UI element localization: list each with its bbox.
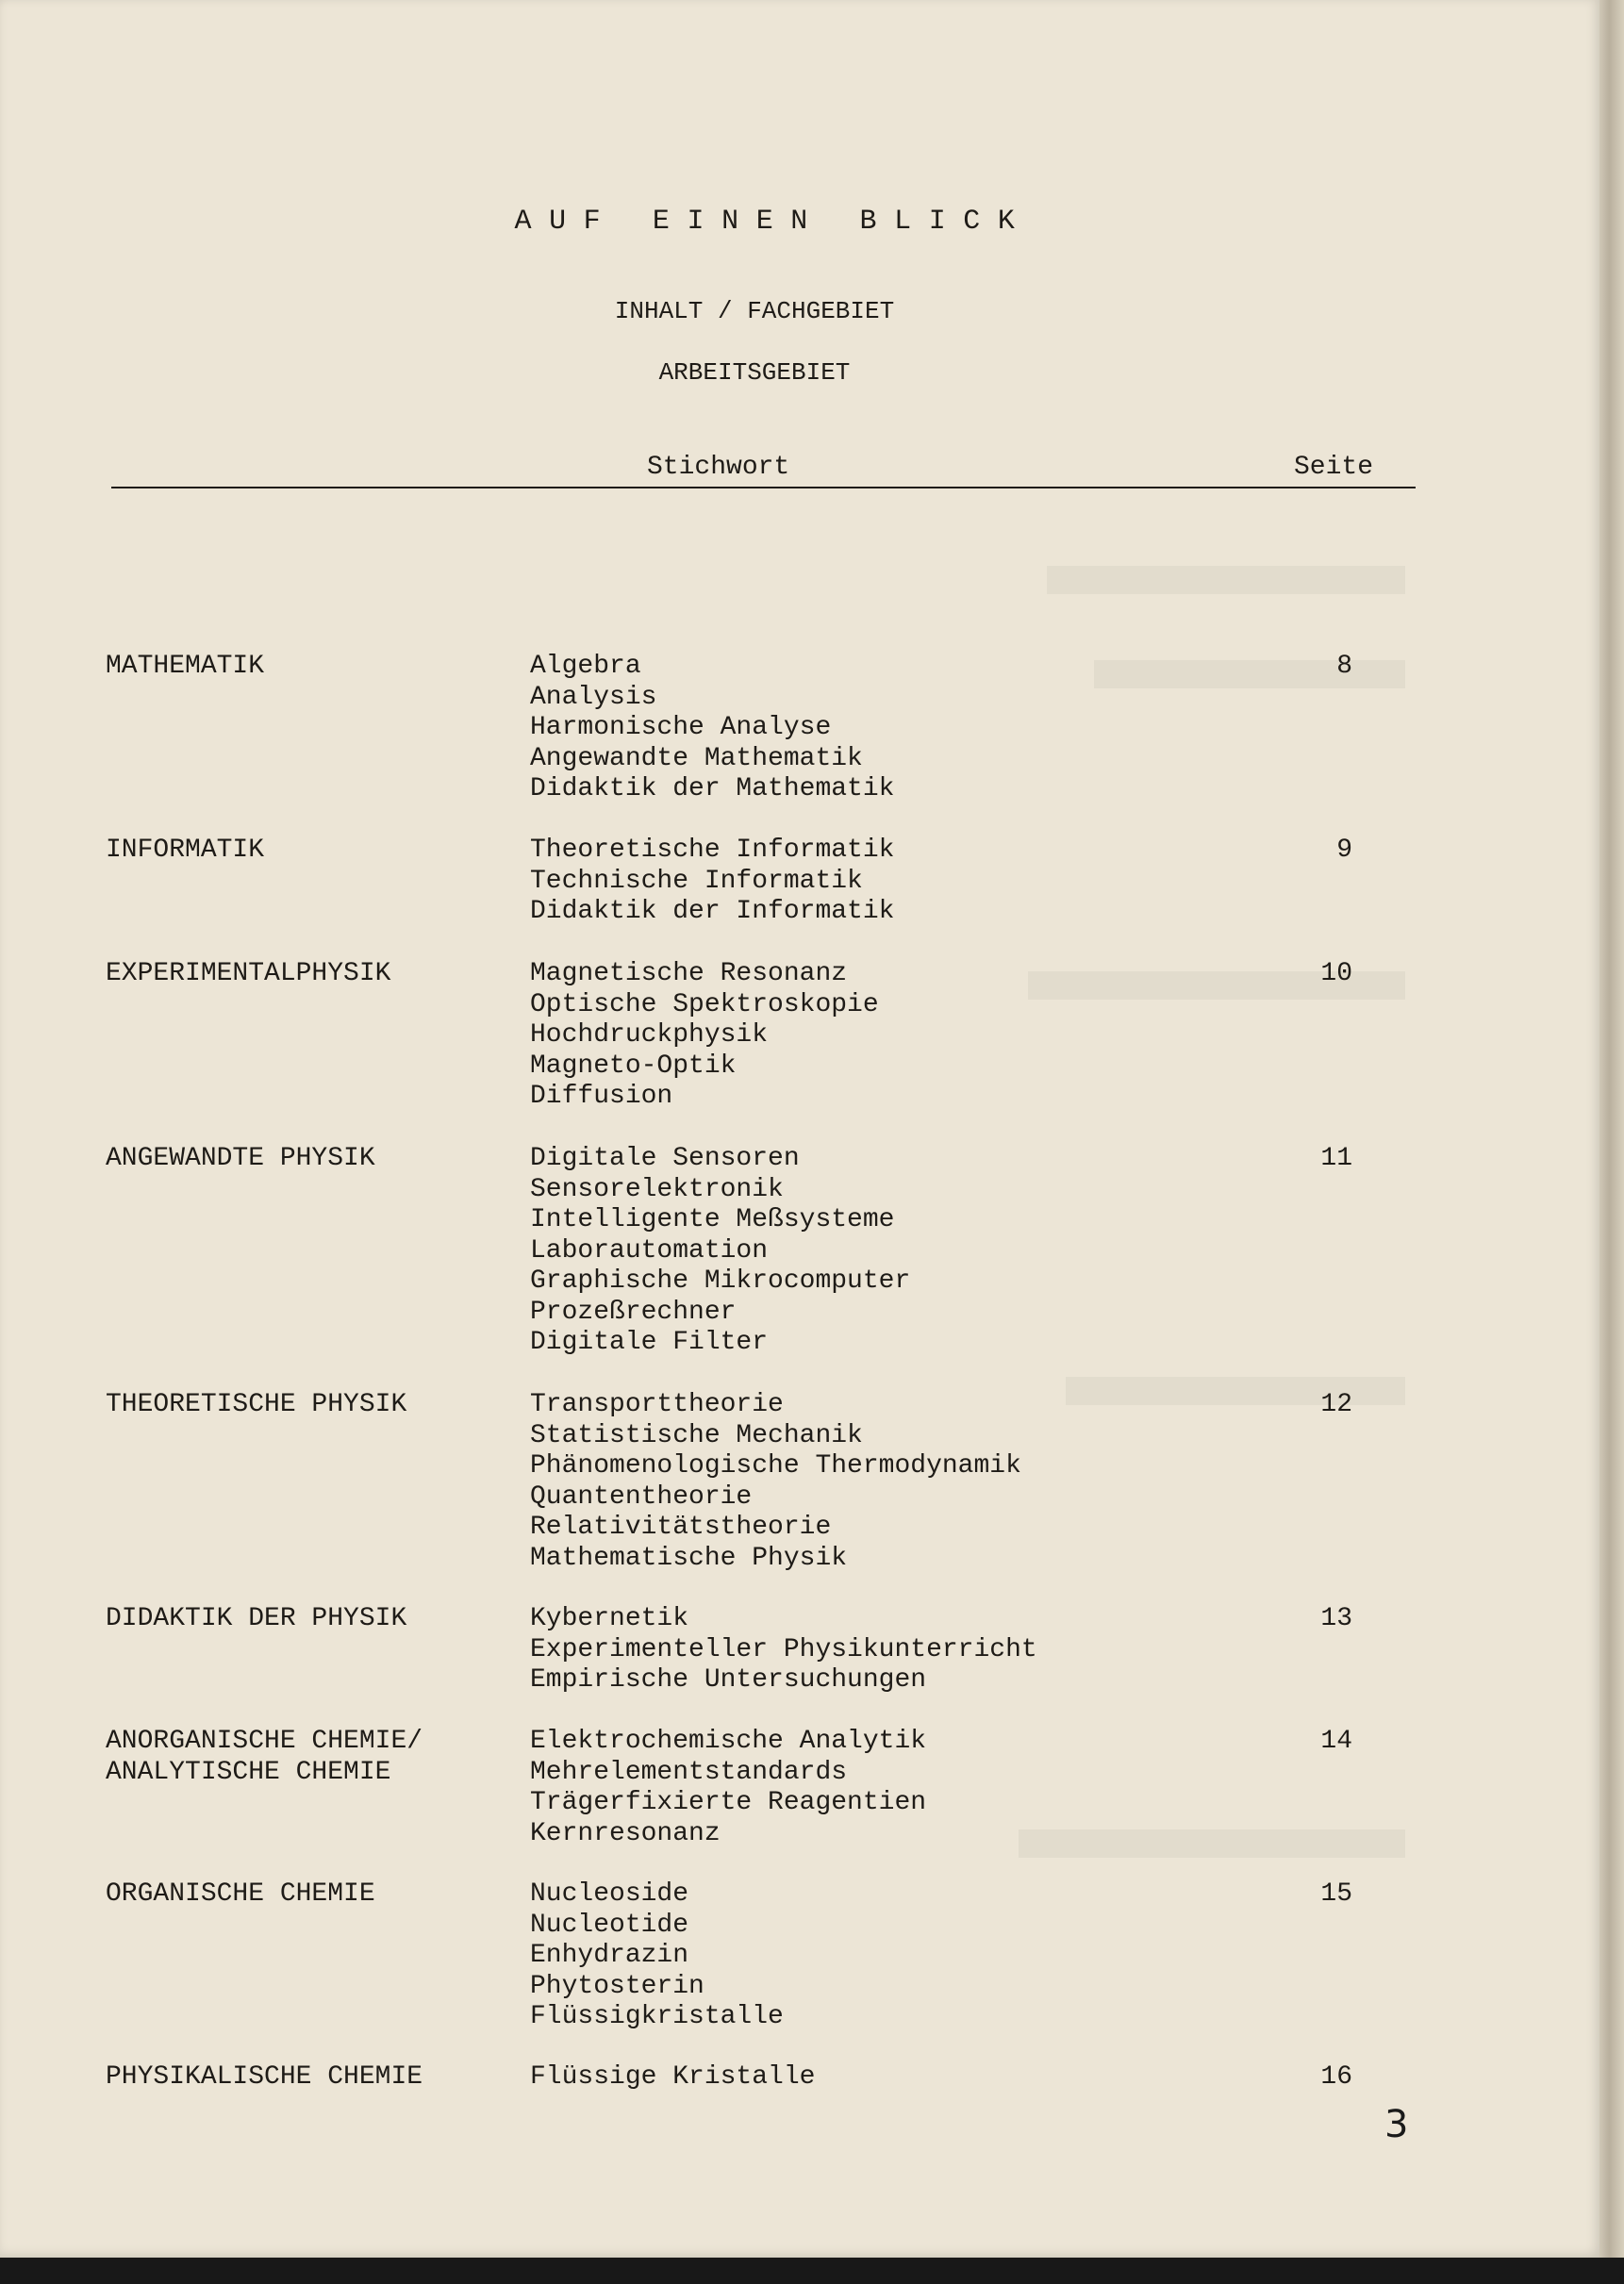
stichwort-item: Theoretische Informatik bbox=[530, 836, 895, 865]
stichwort-item: Didaktik der Mathematik bbox=[530, 774, 895, 803]
stichwort-item: Optische Spektroskopie bbox=[530, 989, 879, 1019]
entry-fachgebiet: ANGEWANDTE PHYSIK bbox=[106, 1144, 375, 1173]
stichwort-item: Nucleotide bbox=[530, 1910, 689, 1940]
stichwort-item: Mehrelementstandards bbox=[530, 1757, 848, 1787]
entry-stichworte bbox=[530, 1879, 784, 2033]
page-title: AUF EINEN BLICK bbox=[514, 206, 1033, 238]
stichwort-item: Laborautomation bbox=[530, 1235, 769, 1266]
stichwort-item: Analysis bbox=[530, 682, 657, 712]
entry-seite: 11 bbox=[1320, 1144, 1352, 1173]
entry-stichworte bbox=[530, 1390, 1021, 1574]
page-number: 3 bbox=[1384, 2103, 1409, 2146]
stichwort-item: Didaktik der Informatik bbox=[530, 897, 895, 926]
stichwort-item: Mathematische Physik bbox=[530, 1543, 848, 1573]
entry-stichworte bbox=[530, 1144, 910, 1359]
stichwort-item: Intelligente Meßsysteme bbox=[530, 1205, 895, 1234]
column-header-seite: Seite bbox=[1294, 453, 1374, 482]
stichwort-item: Trägerfixierte Reagentien bbox=[530, 1788, 927, 1817]
column-header-stichwort: Stichwort bbox=[647, 453, 790, 482]
entry-seite: 12 bbox=[1320, 1390, 1352, 1419]
entry-fachgebiet: ORGANISCHE CHEMIE bbox=[106, 1879, 375, 1909]
entry-seite: 8 bbox=[1336, 652, 1352, 681]
stichwort-item: Algebra bbox=[530, 652, 641, 681]
stichwort-item: Phänomenologische Thermodynamik bbox=[530, 1451, 1021, 1481]
stichwort-item: Graphische Mikrocomputer bbox=[530, 1266, 911, 1296]
entry-seite: 14 bbox=[1320, 1727, 1352, 1756]
stichwort-item: Sensorelektronik bbox=[530, 1174, 784, 1204]
entry-stichworte bbox=[530, 959, 879, 1113]
stichwort-item: Angewandte Mathematik bbox=[530, 743, 863, 773]
entry-seite: 16 bbox=[1320, 2062, 1352, 2092]
stichwort-item: Flüssigkristalle bbox=[530, 2002, 784, 2031]
stichwort-item: Relativitätstheorie bbox=[530, 1513, 832, 1542]
stichwort-item: Diffusion bbox=[530, 1082, 673, 1111]
entry-fachgebiet: MATHEMATIK bbox=[106, 652, 265, 681]
entry-fachgebiet: THEORETISCHE PHYSIK bbox=[106, 1390, 407, 1419]
entry-stichworte bbox=[530, 652, 894, 805]
stichwort-item: Statistische Mechanik bbox=[530, 1420, 863, 1450]
stichwort-item: Experimenteller Physikunterricht bbox=[530, 1634, 1037, 1664]
stichwort-item: Magnetische Resonanz bbox=[530, 959, 848, 988]
entry-seite: 9 bbox=[1336, 836, 1352, 865]
stichwort-item: Flüssige Kristalle bbox=[530, 2062, 816, 2092]
entry-stichworte bbox=[530, 2062, 815, 2094]
stichwort-item: Empirische Untersuchungen bbox=[530, 1665, 927, 1695]
stichwort-item: Digitale Sensoren bbox=[530, 1144, 800, 1173]
page-edge bbox=[1599, 0, 1624, 2258]
stichwort-item: Enhydrazin bbox=[530, 1941, 689, 1970]
stichwort-item: Technische Informatik bbox=[530, 866, 863, 896]
stichwort-item: Elektrochemische Analytik bbox=[530, 1727, 927, 1756]
entry-stichworte bbox=[530, 1604, 1037, 1696]
stichwort-item: Quantentheorie bbox=[530, 1481, 753, 1512]
header-rule bbox=[111, 487, 1416, 488]
entry-fachgebiet: ANORGANISCHE CHEMIE/ ANALYTISCHE CHEMIE bbox=[106, 1727, 423, 1787]
stichwort-item: Magneto-Optik bbox=[530, 1051, 737, 1081]
stichwort-item: Kybernetik bbox=[530, 1604, 689, 1633]
stichwort-item: Transporttheorie bbox=[530, 1390, 784, 1419]
entry-seite: 13 bbox=[1320, 1604, 1352, 1633]
entry-seite: 15 bbox=[1320, 1879, 1352, 1909]
stichwort-item: Prozeßrechner bbox=[530, 1297, 737, 1327]
entry-fachgebiet: DIDAKTIK DER PHYSIK bbox=[106, 1604, 407, 1633]
stichwort-item: Kernresonanz bbox=[530, 1818, 721, 1848]
entry-fachgebiet: EXPERIMENTALPHYSIK bbox=[106, 959, 391, 988]
stichwort-item: Digitale Filter bbox=[530, 1328, 769, 1357]
entry-seite: 10 bbox=[1320, 959, 1352, 988]
subtitle-inhalt-fachgebiet: INHALT / FACHGEBIET bbox=[614, 297, 895, 325]
scan-border bbox=[0, 2258, 1624, 2284]
entry-fachgebiet: PHYSIKALISCHE CHEMIE bbox=[106, 2062, 423, 2092]
entry-stichworte bbox=[530, 836, 894, 928]
entry-stichworte bbox=[530, 1727, 926, 1849]
stichwort-item: Phytosterin bbox=[530, 1971, 704, 2001]
stichwort-item: Nucleoside bbox=[530, 1879, 689, 1909]
stichwort-item: Harmonische Analyse bbox=[530, 713, 832, 742]
stichwort-item: Hochdruckphysik bbox=[530, 1020, 769, 1050]
subtitle-arbeitsgebiet: ARBEITSGEBIET bbox=[658, 358, 851, 387]
entry-fachgebiet: INFORMATIK bbox=[106, 836, 265, 865]
